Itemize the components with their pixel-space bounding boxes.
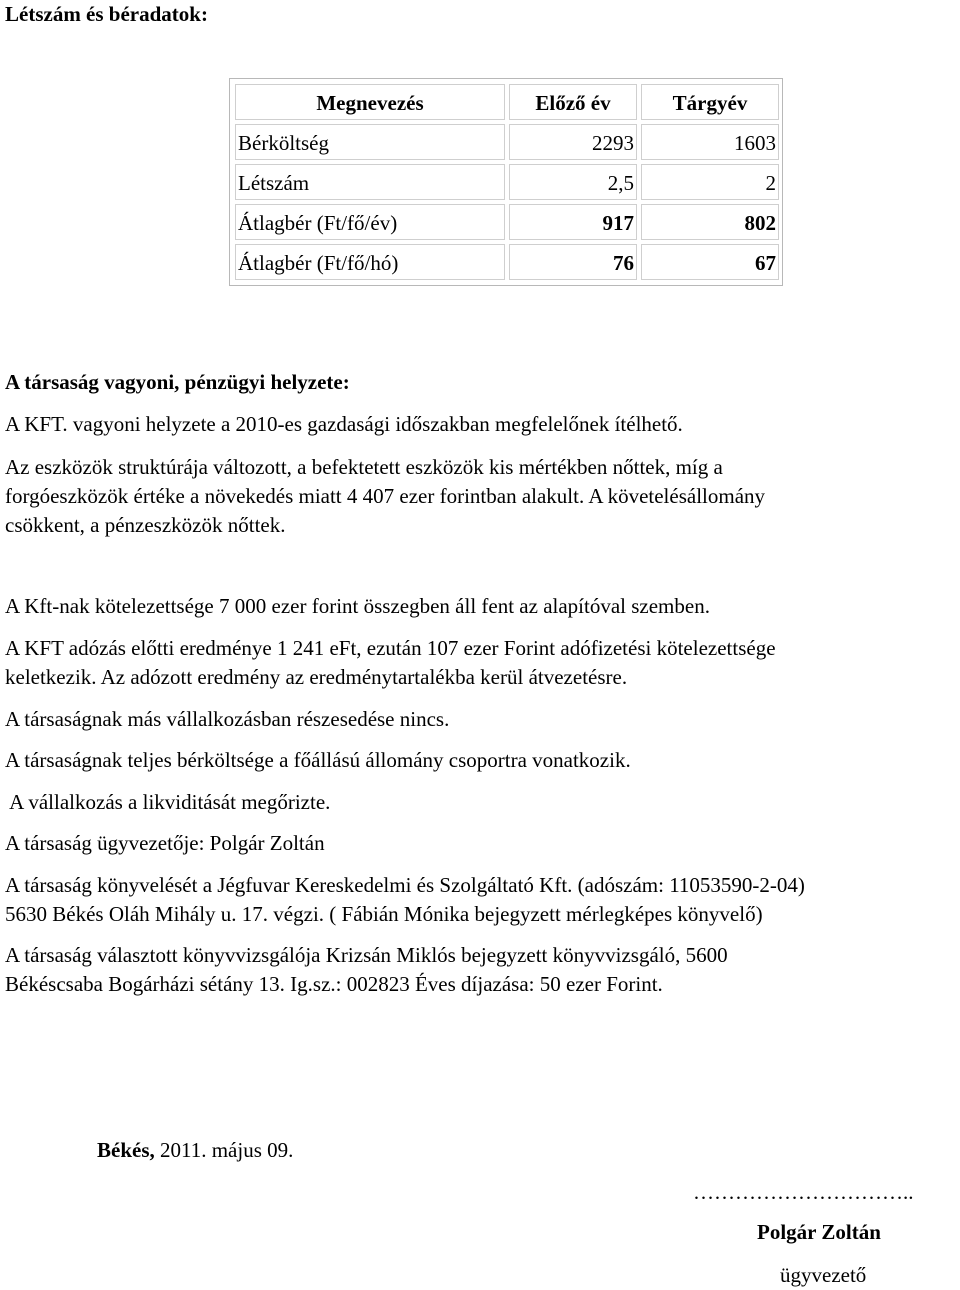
text-line: A vállalkozás a likviditását megőrizte. [5, 790, 331, 814]
table-cell-current-year: 2 [641, 164, 779, 200]
table-header-previous-year: Előző év [509, 84, 637, 120]
signatory-title: ügyvezető [780, 1263, 867, 1287]
text-line: A társaság választott könyvvizsgálója Krizsán Miklós bejegyzett könyvvizsgáló, 5600 [5, 943, 728, 967]
text-line: A társaságnak más vállalkozásban részesedése nincs. [5, 707, 450, 731]
text-line: keletkezik. Az adózott eredmény az eredménytartalékba kerül átvezetésre. [5, 665, 628, 689]
table-cell-name: Bérköltség [235, 124, 505, 160]
text-line: forgóeszközök értéke a növekedés miatt 4 407 ezer forintban alakult. A követelésállomány [5, 484, 766, 508]
signature-date: 2011. május 09. [154, 1138, 294, 1162]
table-cell-previous-year: 76 [509, 244, 637, 280]
table-cell-name: Átlagbér (Ft/fő/hó) [235, 244, 505, 280]
text-line: csökkent, a pénzeszközök nőttek. [5, 513, 286, 537]
finance-heading: A társaság vagyoni, pénzügyi helyzete: [5, 370, 350, 394]
table-cell-name: Létszám [235, 164, 505, 200]
table-cell-current-year: 802 [641, 204, 779, 240]
text-line: A Kft-nak kötelezettsége 7 000 ezer forint összegben áll fent az alapítóval szemben. [5, 594, 710, 618]
signature-line: ………………………….. [693, 1180, 914, 1204]
signatory-name: Polgár Zoltán [757, 1220, 881, 1244]
text-line: A társaságnak teljes bérköltsége a főállású állomány csoportra vonatkozik. [5, 748, 631, 772]
table-cell-previous-year: 2293 [509, 124, 637, 160]
text-line: A társaság ügyvezetője: Polgár Zoltán [5, 831, 325, 855]
table-header-current-year: Tárgyév [641, 84, 779, 120]
page-title: Létszám és béradatok: [5, 2, 208, 26]
text-line: Az eszközök struktúrája változott, a befektetett eszközök kis mértékben nőttek, míg a [5, 455, 723, 479]
table-cell-previous-year: 917 [509, 204, 637, 240]
staff-table [229, 78, 783, 286]
table-cell-current-year: 67 [641, 244, 779, 280]
text-line: A társaság könyvelését a Jégfuvar Kereskedelmi és Szolgáltató Kft. (adószám: 11053590-2-04) [5, 873, 805, 897]
text-line: A KFT adózás előtti eredménye 1 241 eFt, ezután 107 ezer Forint adófizetési kötelezettsége [5, 636, 776, 660]
table-header-name: Megnevezés [235, 84, 505, 120]
text-line: A KFT. vagyoni helyzete a 2010-es gazdasági időszakban megfelelőnek ítélhető. [5, 412, 683, 436]
text-line: 5630 Békés Oláh Mihály u. 17. végzi. ( Fábián Mónika bejegyzett mérlegképes könyvelő) [5, 902, 763, 926]
table-cell-name: Átlagbér (Ft/fő/év) [235, 204, 505, 240]
signature-place-date [97, 1136, 293, 1165]
signature-place: Békés, [97, 1138, 155, 1162]
table-cell-previous-year: 2,5 [509, 164, 637, 200]
text-line: Békéscsaba Bogárházi sétány 13. Ig.sz.: 002823 Éves díjazása: 50 ezer Forint. [5, 972, 663, 996]
table-cell-current-year: 1603 [641, 124, 779, 160]
